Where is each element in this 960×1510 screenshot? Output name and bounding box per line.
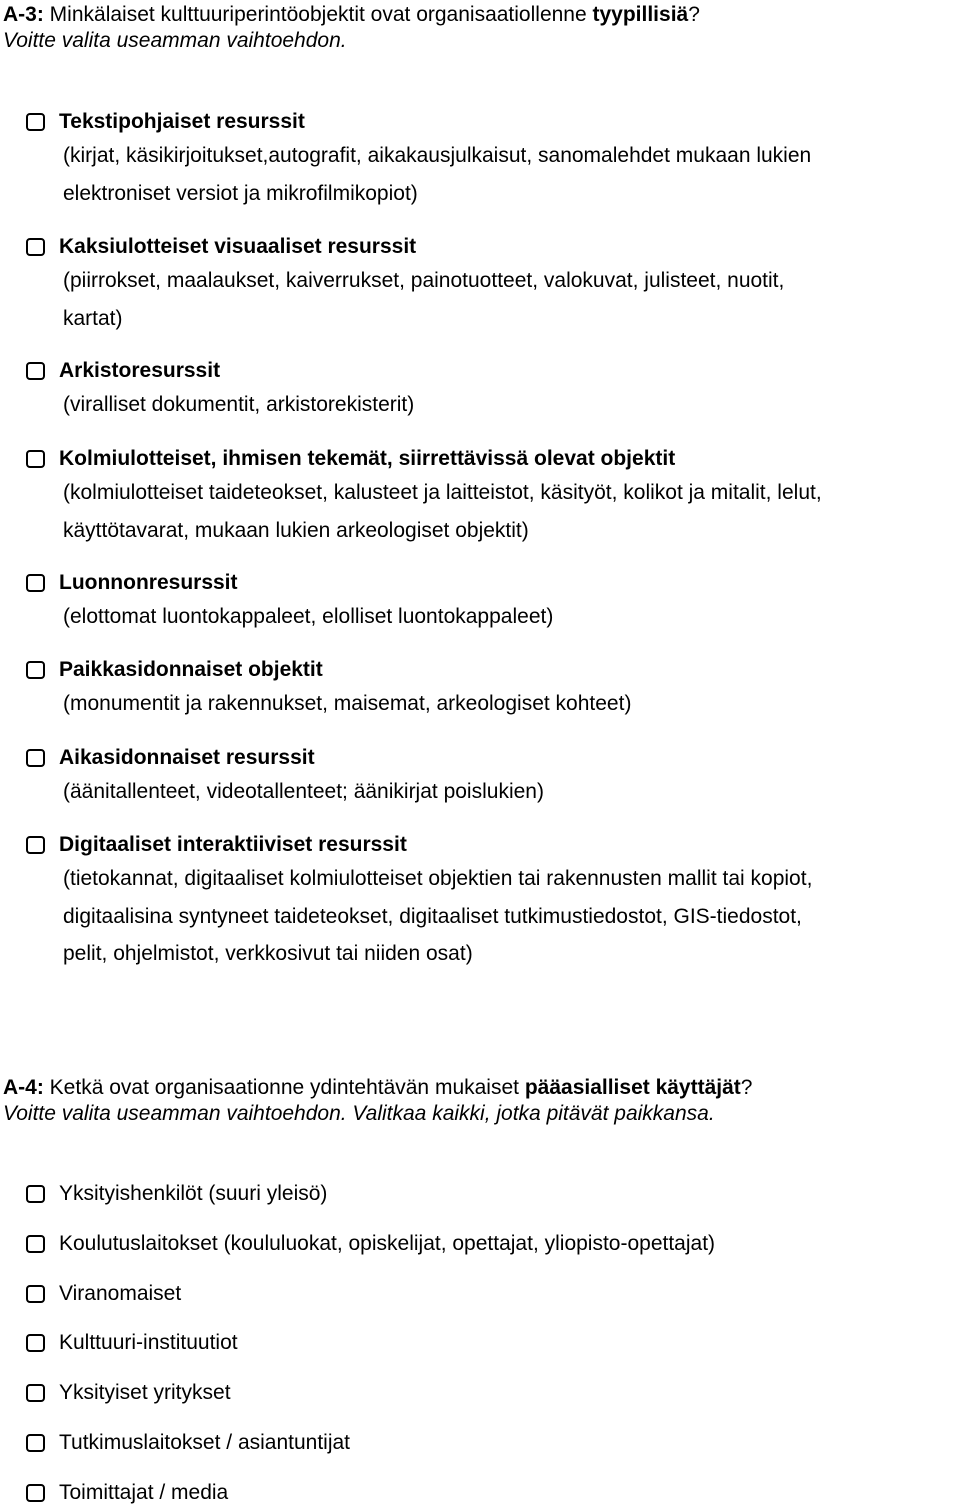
option-natural-resources [26,568,956,636]
question-a4-title [3,1075,752,1101]
option-label: Tutkimuslaitokset / asiantuntijat [59,1431,351,1454]
option-description: digitaalisina syntyneet taideteokset, digitaaliset tutkimustiedostot, GIS-tiedostot, [63,904,802,928]
question-a3-code: A-3: [3,3,44,26]
checkbox[interactable] [26,1384,45,1402]
option-private-companies [26,1378,956,1408]
checkbox[interactable] [26,749,45,767]
option-description: (piirrokset, maalaukset, kaiverrukset, painotuotteet, valokuvat, julisteet, nuotit, [63,269,785,292]
checkbox[interactable] [26,836,45,854]
option-label: Kolmiulotteiset, ihmisen tekemät, siirrettävissä olevat objektit [59,447,676,470]
checkbox[interactable] [26,113,45,131]
checkbox[interactable] [26,1484,45,1502]
option-time-based-resources [26,743,956,811]
option-description: (viralliset dokumentit, arkistorekisterit) [63,393,415,416]
checkbox[interactable] [26,238,45,256]
option-2d-visual-resources [26,232,956,337]
option-label: Kaksiulotteiset visuaaliset resurssit [59,235,417,258]
option-label: Luonnonresurssit [59,571,238,594]
checkbox[interactable] [26,574,45,592]
option-description: (monumentit ja rakennukset, maisemat, arkeologiset kohteet) [63,692,632,715]
question-a4-end: ? [740,1076,753,1099]
option-label: Digitaaliset interaktiiviset resurssit [59,833,407,856]
option-label: Yksityishenkilöt (suuri yleisö) [59,1182,328,1205]
checkbox[interactable] [26,1185,45,1203]
option-label: Paikkasidonnaiset objektit [59,658,323,681]
option-description: (tietokannat, digitaaliset kolmiulotteiset objektien tai rakennusten mallit tai kopiot, [63,867,813,890]
option-research-institutions [26,1428,956,1458]
option-site-bound-objects [26,655,956,723]
option-description: kartat) [63,306,123,330]
option-private-individuals [26,1179,956,1209]
checkbox[interactable] [26,450,45,468]
option-description: (elottomat luontokappaleet, elolliset luontokappaleet) [63,605,554,628]
question-a3-hint: Voitte valita useamman vaihtoehdon. [3,29,347,52]
checkbox[interactable] [26,1235,45,1253]
option-label: Aikasidonnaiset resurssit [59,746,315,769]
option-description: pelit, ohjelmistot, verkkosivut tai niiden osat) [63,942,473,965]
checkbox[interactable] [26,661,45,679]
checkbox[interactable] [26,362,45,380]
question-a3-title [3,2,700,28]
option-authorities [26,1279,956,1309]
question-a3-header [3,2,700,54]
checkbox[interactable] [26,1334,45,1352]
checkbox[interactable] [26,1285,45,1303]
option-description: (kirjat, käsikirjoitukset,autografit, aikakausjulkaisut, sanomalehdet mukaan lukien [63,144,812,167]
option-digital-interactive-resources [26,830,956,973]
option-description: (äänitallenteet, videotallenteet; äänikirjat poislukien) [63,780,544,803]
question-a4-text: Ketkä ovat organisaationne ydintehtävän mukaiset [43,1076,525,1099]
option-archive-resources [26,356,956,424]
option-label: Kulttuuri-instituutiot [59,1331,238,1354]
option-journalists-media [26,1478,956,1508]
option-label: Yksityiset yritykset [59,1381,231,1404]
option-description: käyttötavarat, mukaan lukien arkeologiset objektit) [63,518,529,542]
question-a3-text: Minkälaiset kulttuuriperintöobjektit ovat organisaatiollenne [43,3,593,26]
option-description: elektroniset versiot ja mikrofilmikopiot) [63,181,418,205]
question-a4-hint: Voitte valita useamman vaihtoehdon. Valitkaa kaikki, jotka pitävät paikkansa. [3,1102,715,1125]
option-text-resources [26,107,956,212]
option-label: Arkistoresurssit [59,359,221,382]
option-label: Viranomaiset [59,1282,182,1305]
question-a4-header [3,1075,752,1127]
option-label: Koulutuslaitokset (koululuokat, opiskelijat, opettajat, yliopisto-opettajat) [59,1232,716,1255]
option-cultural-institutions [26,1328,956,1358]
question-a4-code: A-4: [3,1076,44,1099]
checkbox[interactable] [26,1434,45,1452]
option-3d-movable-objects [26,444,956,549]
question-a3-end: ? [688,3,700,26]
option-educational-institutions [26,1229,956,1259]
question-a4-emphasis: pääasialliset käyttäjät [524,1076,741,1099]
option-label: Toimittajat / media [59,1481,229,1504]
option-description: (kolmiulotteiset taideteokset, kalusteet ja laitteistot, käsityöt, kolikot ja mitalit, lelut, [63,481,822,504]
question-a3-emphasis: tyypillisiä [592,3,689,26]
option-label: Tekstipohjaiset resurssit [59,110,305,133]
